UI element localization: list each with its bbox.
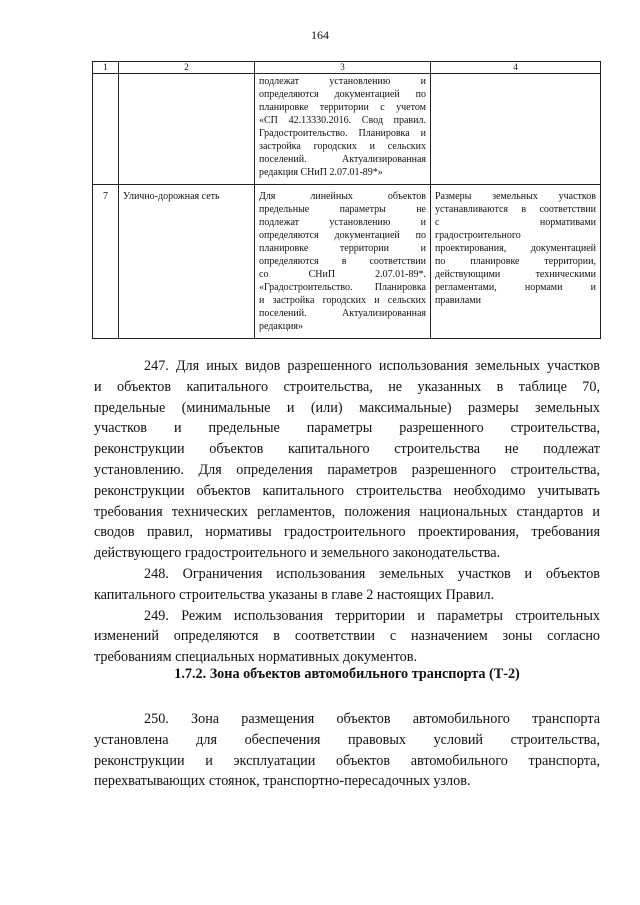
land-size-cell: Размеры земельных участков устанавливаются в соответствии с нормативами градостроительного проектирования, документацией по планировке территории, действующими техническими регламентами, нормами и правилами	[431, 185, 601, 339]
section-heading: 1.7.2. Зона объектов автомобильного транспорта (Т-2)	[174, 666, 520, 682]
header-cell: 4	[431, 62, 601, 74]
table-header-row	[93, 62, 601, 74]
paragraph-248: 248. Ограничения использования земельных участков и объектов капитального строительства указаны в главе 2 настоящих Правил.	[94, 565, 600, 603]
header-cell: 2	[119, 62, 255, 74]
body-text-250	[94, 709, 600, 792]
table-row	[93, 185, 601, 339]
table-row	[93, 74, 601, 185]
regulations-table	[92, 61, 601, 339]
zone-name: Улично-дорожная сеть	[119, 185, 255, 339]
header-cell: 3	[255, 62, 431, 74]
header-cell: 1	[93, 62, 119, 74]
row-number: 7	[93, 185, 119, 339]
paragraph-249: 249. Режим использования территории и параметры строительных изменений определяются в соответствии с назначением зоны согласно требованиям специальных нормативных документов.	[94, 607, 600, 666]
params-cell: подлежат установлению и определяются документацией по планировке территории с учетом «СП 42.13330.2016. Свод правил. Градостроительство. Планировка и застройка городских и сельских поселений. Актуализированная редакция СНиП 2.07.01-89*»	[255, 74, 431, 185]
paragraph-250: 250. Зона размещения объектов автомобильного транспорта установлена для обеспечения правовых условий строительства, реконструкции и эксплуатации объектов автомобильного транспорта, перехватывающих стоянок, транспортно-пересадочных узлов.	[94, 711, 600, 790]
body-text	[94, 356, 600, 668]
params-cell: Для линейных объектов предельные параметры не подлежат установлению и определяются документацией по планировке территории и определяются в соответствии со СНиП 2.07.01-89*. «Градостроительство. Планировка и застройка городских и сельских поселений. Актуализированная редакция»	[255, 185, 431, 339]
paragraph-247: 247. Для иных видов разрешенного использования земельных участков и объектов капитального строительства, не указанных в таблице 70, предельные (минимальные и (или) максимальные) размеры земельных участков и предельные параметры разрешенного строительства, реконструкции объектов капитального строительства не подлежат установлению. Для определения параметров разрешенного строительства, реконструкции объектов капитального строительства необходимо учитывать требования технических регламентов, положения национальных стандартов и сводов правил, нормативы градостроительного проектирования, требования действующего градостроительного и земельного законодательства.	[94, 358, 600, 562]
page-number: 164	[311, 28, 329, 42]
